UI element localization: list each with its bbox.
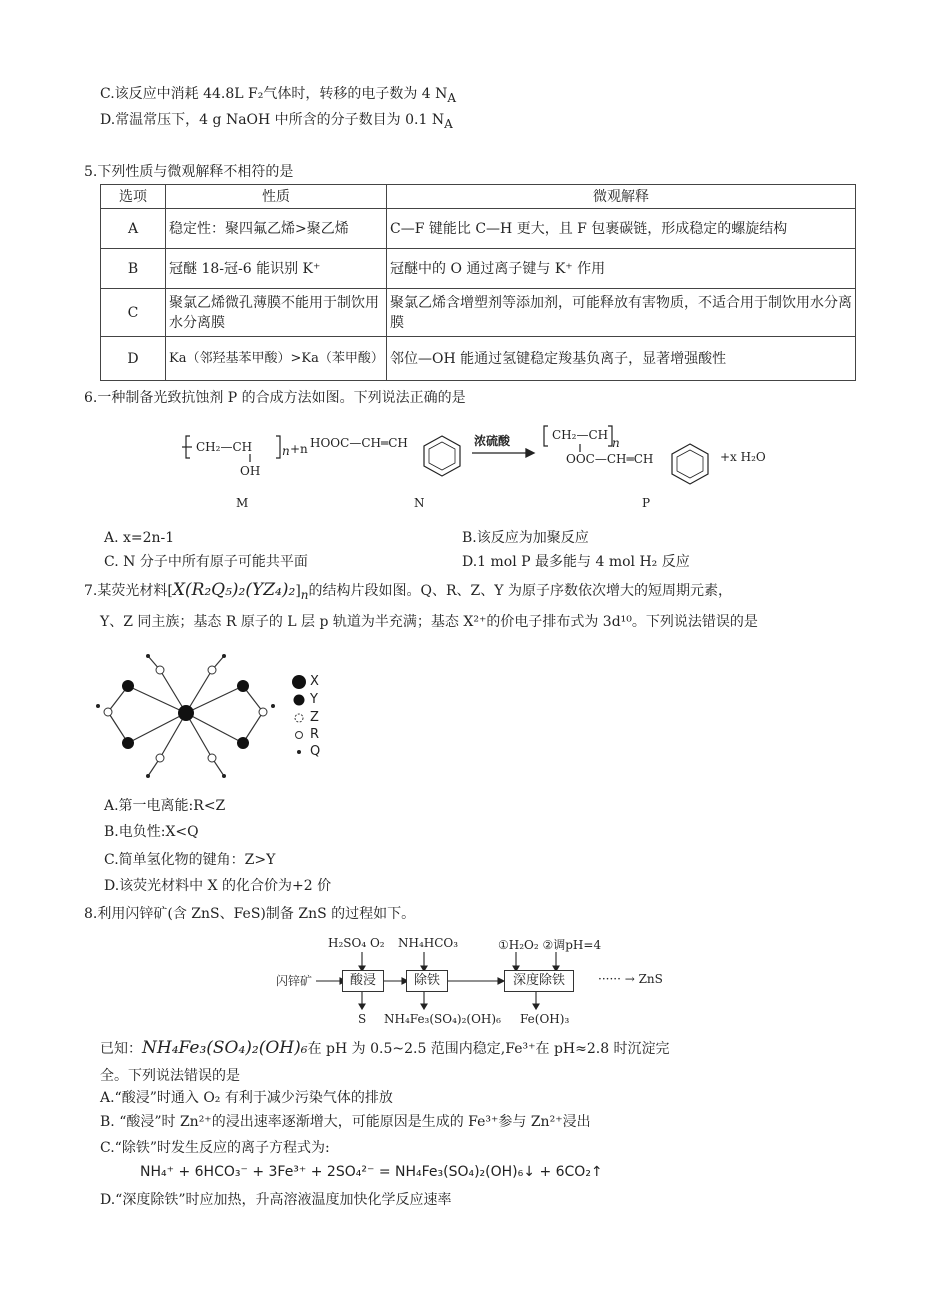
reagent-text: 浓硫酸	[474, 434, 511, 448]
m-oh-text: OH	[240, 464, 261, 478]
label-n: N	[414, 496, 425, 510]
label-p: P	[642, 496, 651, 510]
q7-formula: X(R₂Q₅)₂(YZ₄)₂	[172, 580, 296, 600]
legend-q: Q	[310, 744, 321, 759]
q7-stem-line2: Y、Z 同主族；基态 R 原子的 L 层 p 轨道为半充满；基态 X²⁺的价电子排布式为 3d¹⁰。下列说法错误的是	[100, 614, 758, 630]
q7-structure-diagram	[88, 648, 288, 796]
flow-input-2: NH₄HCO₃	[398, 936, 459, 950]
reaction-arrow-icon	[472, 449, 534, 457]
q5-header-property: 性质	[166, 185, 387, 209]
n-benzene-ring-icon	[424, 436, 460, 476]
q7-option-d: D.该荧光材料中 X 的化合价为+2 价	[104, 878, 332, 894]
q8-option-a: A.“酸浸”时通入 O₂ 有利于减少污染气体的排放	[100, 1090, 393, 1106]
q8-option-b: B. “酸浸”时 Zn²⁺的浸出速率逐渐增大，可能原因是生成的 Fe³⁺参与 Zn²⁺浸出	[100, 1114, 591, 1130]
flow-box-deep-iron-removal: 深度除铁	[504, 970, 574, 992]
flow-output-1: S	[358, 1012, 367, 1026]
q5-row-c-option: C	[101, 289, 166, 337]
q5-row-a-explanation: C—F 键能比 C—H 更大，且 F 包裹碳链，形成稳定的螺旋结构	[387, 209, 856, 249]
q6-option-a: A. x=2n-1	[104, 530, 175, 546]
legend-y: Y	[310, 692, 318, 707]
q8-option-c-equation: NH₄⁺ + 6HCO₃⁻ + 3Fe³⁺ + 2SO₄²⁻ = NH₄Fe₃(SO₄)₂(OH)₆↓ + 6CO₂↑	[140, 1164, 603, 1180]
q5-row-b-option: B	[101, 249, 166, 289]
p-ester-text: OOC—CH═CH	[566, 452, 654, 466]
flow-box-iron-removal: 除铁	[406, 970, 448, 992]
p-n-subscript: n	[612, 436, 620, 450]
flow-box-acid-leach: 酸浸	[342, 970, 384, 992]
q8-option-c: C.“除铁”时发生反应的离子方程式为:	[100, 1140, 330, 1156]
legend-z: Z	[310, 710, 319, 725]
p-benzene-ring-icon	[672, 444, 708, 484]
q7-stem: 7.某荧光材料$[X(R_2Q_5)_2(YZ_4)_2]_n$的结构片段如图。Q、R、Z、Y 为原子序数依次增大的短周期元素，	[84, 580, 732, 602]
q5-row-a-property: 稳定性：聚四氟乙烯>聚乙烯	[166, 209, 387, 249]
q5-row-d-property: Ka（邻羟基苯甲酸）>Ka（苯甲酸）	[166, 337, 387, 381]
water-text: +x H₂O	[720, 450, 766, 464]
q5-row-c-explanation: 聚氯乙烯含增塑剂等添加剂，可能释放有害物质，不适合用于制饮用水分离膜	[387, 289, 856, 337]
q5-row-d-option: D	[101, 337, 166, 381]
q6-stem: 6.一种制备光致抗蚀剂 P 的合成方法如图。下列说法正确的是	[84, 390, 466, 406]
q7-legend-symbols	[290, 674, 310, 764]
q8-known-formula: NH₄Fe₃(SO₄)₂(OH)₆	[142, 1038, 308, 1058]
flow-output-3: Fe(OH)₃	[520, 1012, 570, 1026]
q5-stem: 5.下列性质与微观解释不相符的是	[84, 164, 294, 180]
label-m: M	[236, 496, 249, 510]
flow-end: ······ → ZnS	[598, 972, 663, 986]
n-formula-text: HOOC—CH═CH	[310, 436, 408, 450]
q5-row-d-explanation: 邻位—OH 能通过氢键稳定羧基负离子，显著增强酸性	[387, 337, 856, 381]
q5-row-b-property: 冠醚 18-冠-6 能识别 K⁺	[166, 249, 387, 289]
flow-output-2: NH₄Fe₃(SO₄)₂(OH)₆	[384, 1012, 501, 1026]
flow-start: 闪锌矿	[276, 974, 313, 988]
q5-row-b-explanation: 冠醚中的 O 通过离子键与 K⁺ 作用	[387, 249, 856, 289]
flow-input-1: H₂SO₄ O₂	[328, 936, 385, 950]
legend-r: R	[310, 727, 320, 742]
q7-option-a: A.第一电离能:R<Z	[104, 798, 226, 814]
p-chain-text: CH₂—CH	[552, 428, 609, 442]
q6-option-b: B.该反应为加聚反应	[462, 530, 589, 546]
q8-known-line2: 全。下列说法错误的是	[100, 1068, 240, 1084]
q5-table	[100, 184, 856, 381]
q7-option-c: C.简单氢化物的键角：Z>Y	[104, 852, 276, 868]
m-chain-text: CH₂—CH	[196, 440, 253, 454]
q8-option-d: D.“深度除铁”时应加热，升高溶液温度加快化学反应速率	[100, 1192, 452, 1208]
q7-option-b: B.电负性:X<Q	[104, 824, 199, 840]
q6-option-c: C. N 分子中所有原子可能共平面	[104, 554, 308, 570]
q8-stem: 8.利用闪锌矿(含 ZnS、FeS)制备 ZnS 的过程如下。	[84, 906, 416, 922]
plus-n-text: +n	[290, 442, 308, 456]
q6-option-d: D.1 mol P 最多能与 4 mol H₂ 反应	[462, 554, 690, 570]
legend-x: X	[310, 674, 319, 689]
q5-row-c-property: 聚氯乙烯微孔薄膜不能用于制饮用水分离膜	[166, 289, 387, 337]
m-n-subscript: n	[282, 444, 290, 458]
q5-header-explanation: 微观解释	[387, 185, 856, 209]
q4-option-c: C.该反应中消耗 44.8L F₂气体时，转移的电子数为 4 $N_A$	[100, 86, 457, 105]
q5-row-a-option: A	[101, 209, 166, 249]
q5-header-option: 选项	[101, 185, 166, 209]
q8-known: 已知：NH₄Fe₃(SO₄)₂(OH)₆在 pH 为 0.5~2.5 范围内稳定,Fe³⁺在 pH≈2.8 时沉淀完	[100, 1038, 670, 1058]
flow-input-3: ①H₂O₂ ②调pH=4	[498, 938, 602, 952]
q4-option-d: D.常温常压下，4 g NaOH 中所含的分子数目为 0.1 $N_A$	[100, 112, 453, 131]
